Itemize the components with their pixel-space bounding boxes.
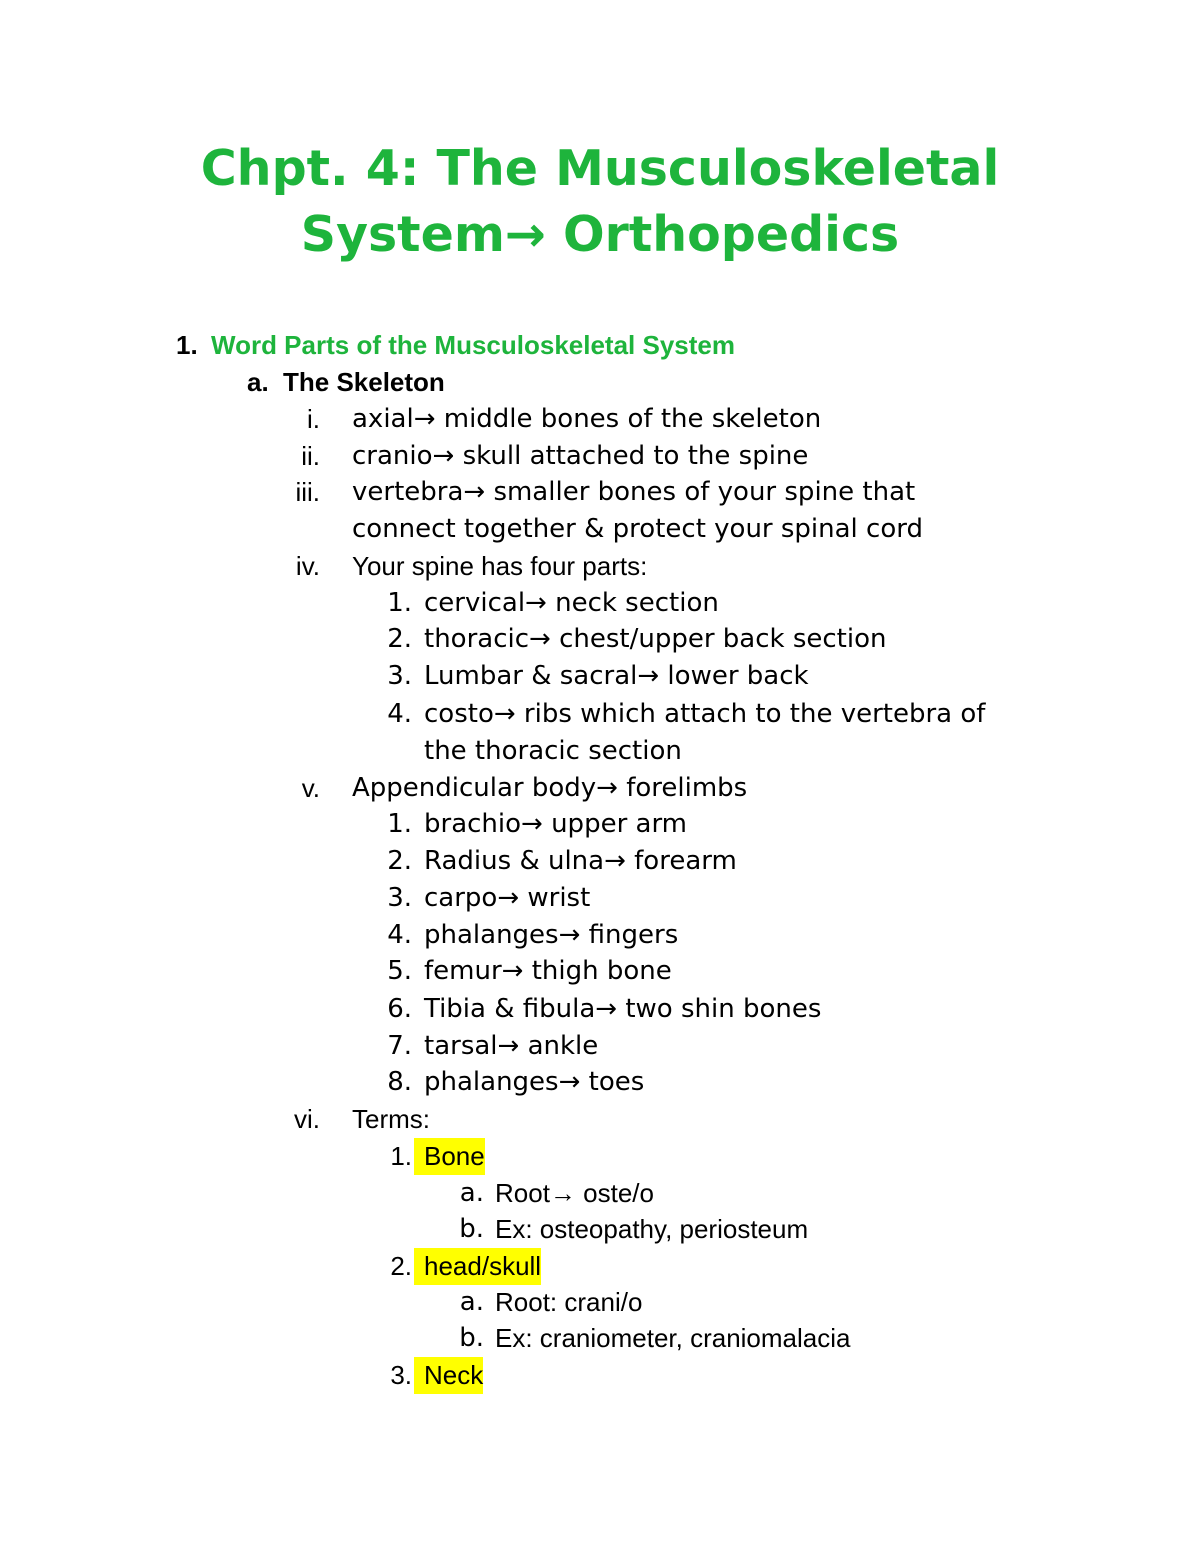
list-marker: 4. <box>387 699 412 729</box>
list-marker: 3. <box>387 661 412 691</box>
list-item <box>0 1028 1200 1065</box>
list-item-text: the thoracic section <box>424 736 682 766</box>
list-item-text: cranio→ skull attached to the spine <box>352 441 809 471</box>
list-marker: 2. <box>387 624 412 654</box>
list-item-text: brachio→ upper arm <box>424 809 688 839</box>
section-heading: Word Parts of the Musculoskeletal System <box>211 330 735 360</box>
list-item-text: carpo→ wrist <box>424 883 591 913</box>
list-marker: iv. <box>295 551 320 581</box>
list-item-text: phalanges→ fingers <box>424 920 679 950</box>
term-highlight: Neck <box>414 1357 483 1394</box>
list-marker: 3. <box>390 1360 412 1390</box>
list-item <box>0 770 1200 807</box>
list-marker: vi. <box>294 1104 320 1134</box>
list-marker: i. <box>307 404 320 434</box>
list-item-text: femur→ thigh bone <box>424 956 672 986</box>
list-marker: iii. <box>295 477 320 507</box>
list-item <box>0 880 1200 917</box>
list-item <box>0 438 1200 475</box>
list-item-text: thoracic→ chest/upper back section <box>424 624 887 654</box>
list-item-text: Your spine has four parts: <box>352 551 648 581</box>
list-marker: b. <box>459 1214 484 1244</box>
list-item-text: Ex: craniometer, craniomalacia <box>495 1323 851 1353</box>
list-marker: 5. <box>387 956 412 986</box>
list-item <box>0 917 1200 954</box>
list-item-text: Tibia & fibula→ two shin bones <box>424 994 822 1024</box>
list-marker: 2. <box>387 846 412 876</box>
list-marker: 1. <box>176 330 198 360</box>
list-marker: 8. <box>387 1067 412 1097</box>
list-item-text: Ex: osteopathy, periosteum <box>495 1214 809 1244</box>
list-marker: a. <box>459 1178 484 1208</box>
list-item <box>0 474 1200 511</box>
list-marker: 2. <box>390 1251 412 1281</box>
term-item <box>0 1357 1200 1394</box>
list-item-text: Terms: <box>352 1104 430 1134</box>
term-item <box>0 1248 1200 1285</box>
outline-item-1 <box>0 327 1200 364</box>
list-item-text: cervical→ neck section <box>424 588 719 618</box>
list-item <box>0 991 1200 1028</box>
list-item-text: Root→ oste/o <box>495 1178 654 1208</box>
term-highlight: Bone <box>414 1138 485 1175</box>
list-item <box>0 621 1200 658</box>
list-marker: 1. <box>390 1141 412 1171</box>
list-item-continuation <box>0 733 1200 770</box>
list-item-text: connect together & protect your spinal cord <box>352 514 923 544</box>
list-marker: b. <box>459 1323 484 1353</box>
list-item <box>0 806 1200 843</box>
list-marker: v. <box>301 773 320 803</box>
term-item <box>0 1138 1200 1175</box>
list-item-text: costo→ ribs which attach to the vertebra of <box>424 699 986 729</box>
list-item <box>0 843 1200 880</box>
list-item-text: axial→ middle bones of the skeleton <box>352 404 822 434</box>
title-line-2: System→ Orthopedics <box>300 206 900 263</box>
list-marker: 1. <box>387 809 412 839</box>
outline-item-a <box>0 364 1200 401</box>
list-item <box>0 1064 1200 1101</box>
list-item <box>0 548 1200 585</box>
list-marker: a. <box>247 367 269 397</box>
term-highlight: head/skull <box>414 1248 541 1285</box>
list-item <box>0 1101 1200 1138</box>
list-marker: 7. <box>387 1031 412 1061</box>
list-item <box>0 585 1200 622</box>
list-marker: a. <box>459 1287 484 1317</box>
list-item <box>0 1211 1200 1248</box>
list-marker: 6. <box>387 994 412 1024</box>
list-item-text: vertebra→ smaller bones of your spine that <box>352 477 916 507</box>
list-item-text: Lumbar & sacral→ lower back <box>424 661 809 691</box>
list-item-text: Appendicular body→ forelimbs <box>352 773 748 803</box>
list-item-text: Radius & ulna→ forearm <box>424 846 737 876</box>
list-item <box>0 658 1200 695</box>
title-line-1: Chpt. 4: The Musculoskeletal <box>200 140 1000 197</box>
list-item <box>0 1284 1200 1321</box>
list-item <box>0 1320 1200 1357</box>
list-item-text: phalanges→ toes <box>424 1067 645 1097</box>
subsection-heading: The Skeleton <box>283 367 445 397</box>
list-item-text: tarsal→ ankle <box>424 1031 599 1061</box>
list-item-text: Root: crani/o <box>495 1287 643 1317</box>
list-marker: 1. <box>387 588 412 618</box>
page-title <box>0 136 1200 268</box>
list-item <box>0 401 1200 438</box>
list-item <box>0 696 1200 733</box>
list-item-continuation <box>0 511 1200 548</box>
list-marker: 4. <box>387 920 412 950</box>
list-item <box>0 953 1200 990</box>
list-marker: ii. <box>301 441 320 471</box>
list-marker: 3. <box>387 883 412 913</box>
list-item <box>0 1175 1200 1212</box>
